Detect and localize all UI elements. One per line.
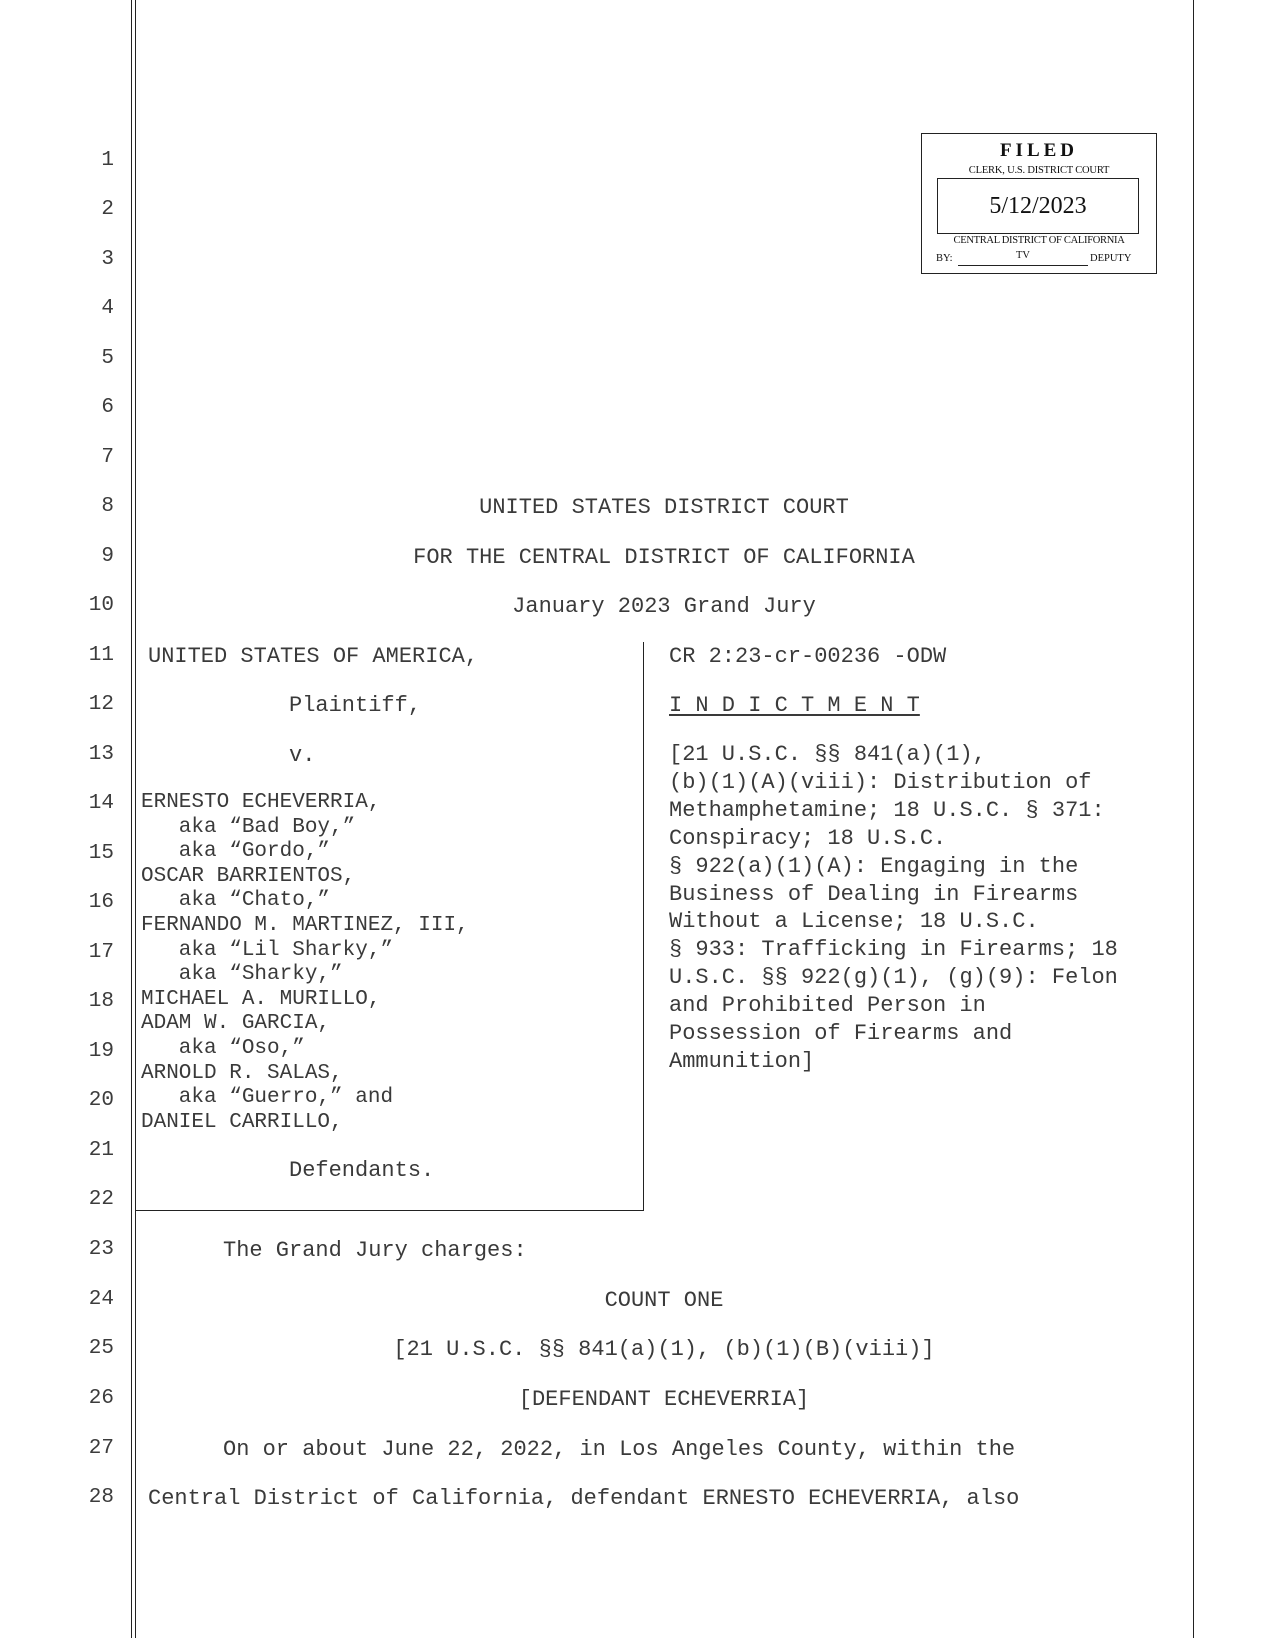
charges-intro: The Grand Jury charges: xyxy=(223,1238,527,1263)
line-number: 19 xyxy=(88,1040,114,1063)
charge-line: (b)(1)(A)(viii): Distribution of xyxy=(669,769,1092,795)
defendant-line: aka “Gordo,” xyxy=(141,840,331,864)
stamp-heading: FILED xyxy=(999,140,1079,161)
charge-line: Business of Dealing in Firearms xyxy=(669,881,1079,907)
defendant-line: ADAM W. GARCIA, xyxy=(141,1012,331,1036)
line-number: 28 xyxy=(88,1486,114,1509)
line-number: 10 xyxy=(88,594,114,617)
line-number: 27 xyxy=(88,1437,114,1460)
stamp-initials: TV xyxy=(1016,250,1030,261)
count-defendant: [DEFENDANT ECHEVERRIA] xyxy=(518,1387,810,1412)
charge-line: Possession of Firearms and xyxy=(669,1021,1013,1047)
court-name: UNITED STATES DISTRICT COURT xyxy=(479,495,849,520)
line-number: 21 xyxy=(88,1139,114,1162)
paragraph-line: On or about June 22, 2022, in Los Angeles County, within the xyxy=(223,1437,1016,1462)
charge-line: Without a License; 18 U.S.C. xyxy=(669,909,1039,935)
line-number: 7 xyxy=(101,446,114,469)
line-number: 11 xyxy=(88,644,114,667)
case-number: CR 2:23-cr-00236 -ODW xyxy=(669,644,947,669)
line-number: 12 xyxy=(88,693,114,716)
line-number: 20 xyxy=(88,1089,114,1112)
defendant-line: ERNESTO ECHEVERRIA, xyxy=(141,791,381,814)
filed-stamp xyxy=(921,133,1157,274)
defendant-line: DANIEL CARRILLO, xyxy=(141,1110,343,1134)
grand-jury: January 2023 Grand Jury xyxy=(512,594,816,619)
charge-line: U.S.C. §§ 922(g)(1), (g)(9): Felon xyxy=(669,965,1118,991)
line-number: 6 xyxy=(101,396,114,419)
defendant-line: OSCAR BARRIENTOS, xyxy=(141,864,356,888)
stamp-date: 5/12/2023 xyxy=(989,193,1087,219)
right-margin-rule xyxy=(1193,0,1194,1638)
charge-line: Ammunition] xyxy=(669,1048,815,1074)
charge-line: § 922(a)(1)(A): Engaging in the xyxy=(669,853,1079,879)
charge-line: [21 U.S.C. §§ 841(a)(1), xyxy=(669,742,986,767)
document-title: I N D I C T M E N T xyxy=(669,693,920,718)
line-number: 24 xyxy=(88,1288,114,1311)
caption-box-right-rule xyxy=(643,642,644,1210)
court-district: FOR THE CENTRAL DISTRICT OF CALIFORNIA xyxy=(413,545,915,570)
line-number: 23 xyxy=(88,1238,114,1261)
line-number: 16 xyxy=(88,891,114,914)
defendant-line: ARNOLD R. SALAS, xyxy=(141,1061,343,1085)
left-margin-rule-outer xyxy=(131,0,132,1638)
versus: v. xyxy=(289,743,316,768)
plaintiff-name: UNITED STATES OF AMERICA, xyxy=(148,644,479,669)
defendant-line: aka “Sharky,” xyxy=(141,963,343,987)
line-number: 25 xyxy=(88,1337,114,1360)
line-number: 4 xyxy=(101,297,114,320)
plaintiff-label: Plaintiff, xyxy=(289,693,422,718)
line-number: 8 xyxy=(101,495,114,518)
stamp-deputy-label: DEPUTY xyxy=(1090,253,1132,264)
stamp-district: CENTRAL DISTRICT OF CALIFORNIA xyxy=(953,235,1125,246)
stamp-date-box xyxy=(937,178,1139,234)
defendant-line: aka “Guerro,” and xyxy=(141,1086,394,1110)
line-number: 1 xyxy=(101,149,114,172)
stamp-by-label: BY: xyxy=(936,253,953,264)
line-number: 2 xyxy=(101,198,114,221)
count-title: COUNT ONE xyxy=(604,1288,724,1313)
line-number: 9 xyxy=(101,545,114,568)
defendant-line: MICHAEL A. MURILLO, xyxy=(141,987,381,1011)
count-statute: [21 U.S.C. §§ 841(a)(1), (b)(1)(B)(viii)] xyxy=(393,1337,935,1362)
stamp-signature-line xyxy=(958,265,1088,266)
line-number: 3 xyxy=(101,248,114,271)
caption-box-bottom-rule xyxy=(135,1210,644,1211)
line-number: 5 xyxy=(101,347,114,370)
defendant-line: aka “Bad Boy,” xyxy=(141,815,356,839)
line-number: 18 xyxy=(88,990,114,1013)
line-number: 22 xyxy=(88,1188,114,1211)
charge-line: Methamphetamine; 18 U.S.C. § 371: xyxy=(669,797,1105,823)
paragraph-line: Central District of California, defendant ERNESTO ECHEVERRIA, also xyxy=(148,1486,1020,1511)
line-number: 13 xyxy=(88,743,114,766)
defendant-line: aka “Chato,” xyxy=(141,889,331,913)
line-number: 15 xyxy=(88,842,114,865)
line-number: 17 xyxy=(88,941,114,964)
charge-line: and Prohibited Person in xyxy=(669,993,986,1019)
defendants-list xyxy=(141,791,469,1135)
charge-line: Conspiracy; 18 U.S.C. xyxy=(669,825,947,851)
stamp-clerk: CLERK, U.S. DISTRICT COURT xyxy=(968,165,1110,176)
charges-list xyxy=(669,741,1118,1076)
defendant-line: aka “Lil Sharky,” xyxy=(141,938,394,962)
defendant-line: aka “Oso,” xyxy=(141,1036,305,1060)
charge-line: § 933: Trafficking in Firearms; 18 xyxy=(669,937,1118,963)
defendants-label: Defendants. xyxy=(289,1158,435,1183)
defendant-line: FERNANDO M. MARTINEZ, III, xyxy=(141,913,469,937)
line-number: 14 xyxy=(88,792,114,815)
line-number: 26 xyxy=(88,1387,114,1410)
